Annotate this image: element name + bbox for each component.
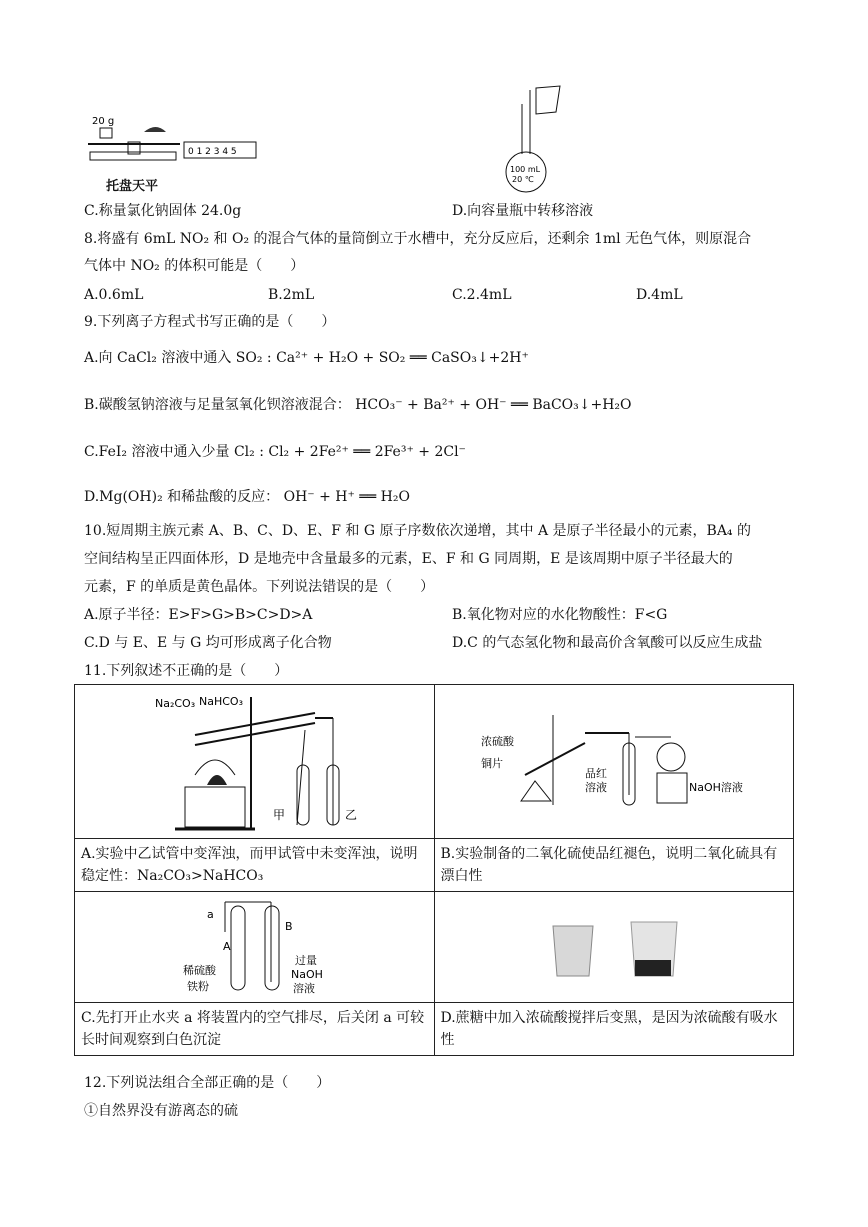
q11-caption-b-cell	[434, 839, 794, 892]
q7-option-d: D.向容量瓶中转移溶液	[452, 203, 594, 219]
fig-b-label-pinhong-2: 溶液	[584, 781, 607, 794]
q11-fig-d-cell	[434, 892, 794, 1003]
q11-fig-a	[75, 685, 433, 838]
q9-option-d: D.Mg(OH)₂ 和稀盐酸的反应： OH⁻ + H⁺ ══ H₂O	[84, 489, 410, 505]
fig-a-label-na2co3: Na₂CO₃	[155, 697, 196, 710]
q11-fig-c	[75, 892, 433, 1002]
q12-item-1: ①自然界没有游离态的硫	[84, 1103, 238, 1119]
q11-fig-a-cell	[75, 685, 435, 839]
q9-option-c: C.FeI₂ 溶液中通入少量 Cl₂ : Cl₂ + 2Fe²⁺ ══ 2Fe³⁺ + 2Cl⁻	[84, 444, 466, 460]
fig-a-label-yi: 乙	[345, 808, 358, 822]
q11-fig-c-cell	[75, 892, 435, 1003]
balance-label: 托盘天平	[106, 179, 159, 194]
q10-stem-2: 空间结构呈正四面体形，D 是地壳中含量最多的元素，E、F 和 G 同周期，E 是该周期中原子半径最大的	[84, 551, 733, 567]
fig-c-label-excess: 过量	[295, 954, 317, 967]
q11-caption-a: A.实验中乙试管中变浑浊，而甲试管中未变浑浊，说明稳定性：Na₂CO₃>NaHCO₃	[81, 846, 418, 884]
q10-stem-3: 元素，F 的单质是黄色晶体。下列说法错误的是（ ）	[84, 579, 435, 595]
q7-option-c: C.称量氯化钠固体 24.0g	[84, 203, 242, 219]
fig-a-label-nahco3: NaHCO₃	[199, 695, 243, 708]
flask-volume: 100 mL	[510, 165, 541, 174]
fig-c-label-naoh: NaOH	[291, 968, 323, 981]
q9-option-a: A.向 CaCl₂ 溶液中通入 SO₂ : Ca²⁺ + H₂O + SO₂ ══ CaSO₃↓+2H⁺	[84, 350, 529, 366]
fig-b-label-naoh: NaOH溶液	[688, 781, 743, 794]
fig-b-label-pinhong-1: 品红	[584, 767, 607, 780]
q8-option-d: D.4mL	[636, 287, 683, 303]
q11-fig-d	[435, 892, 793, 1002]
q8-option-b: B.2mL	[268, 287, 315, 303]
q10-option-a: A.原子半径：E>F>G>B>C>D>A	[84, 607, 313, 623]
q11-caption-c-cell	[75, 1003, 435, 1056]
balance-figure	[84, 112, 264, 202]
q11-caption-b: B.实验制备的二氧化硫使品红褪色，说明二氧化硫具有漂白性	[440, 846, 778, 884]
balance-scale: 0 1 2 3 4 5	[188, 147, 237, 157]
q11-caption-d-cell	[434, 1003, 794, 1056]
q11-table	[74, 684, 794, 1056]
q11-stem: 11.下列叙述不正确的是（ ）	[84, 663, 289, 679]
q10-option-d: D.C 的气态氢化物和最高价含氧酸可以反应生成盐	[452, 635, 763, 651]
q8-option-a: A.0.6mL	[84, 287, 144, 303]
flask-drawing	[500, 84, 570, 196]
fig-b-label-cu: 铜片	[480, 757, 503, 770]
q8-stem-2: 气体中 NO₂ 的体积可能是（ ）	[84, 258, 305, 274]
q10-option-c: C.D 与 E、E 与 G 均可形成离子化合物	[84, 635, 332, 651]
q11-caption-d: D.蔗糖中加入浓硫酸搅拌后变黑，是因为浓硫酸有吸水性	[440, 1010, 778, 1048]
q10-option-b: B.氧化物对应的水化物酸性：F<G	[452, 607, 668, 623]
balance-weight: 20 g	[92, 116, 115, 127]
q8-stem-1: 8.将盛有 6mL NO₂ 和 O₂ 的混合气体的量筒倒立于水槽中，充分反应后，还剩余 1ml 无色气体，则原混合	[84, 231, 752, 247]
flask-figure	[500, 84, 570, 196]
fig-c-label-fe: 铁粉	[187, 980, 209, 993]
fig-c-label-acid: 稀硫酸	[183, 964, 216, 977]
flask-temp: 20 ℃	[512, 175, 534, 184]
q12-stem: 12.下列说法组合全部正确的是（ ）	[84, 1075, 331, 1091]
fig-b-label-acid: 浓硫酸	[480, 735, 514, 748]
fig-c-label-a: a	[207, 908, 214, 921]
q9-stem: 9.下列离子方程式书写正确的是（ ）	[84, 314, 336, 330]
q11-caption-a-cell	[75, 839, 435, 892]
fig-c-label-B: B	[285, 920, 293, 933]
q10-stem-1: 10.短周期主族元素 A、B、C、D、E、F 和 G 原子序数依次递增，其中 A 是原子半径最小的元素，BA₄ 的	[84, 523, 751, 539]
q8-option-c: C.2.4mL	[452, 287, 512, 303]
fig-c-label-sol: 溶液	[293, 982, 315, 995]
q11-caption-c: C.先打开止水夹 a 将装置内的空气排尽，后关闭 a 可较长时间观察到白色沉淀	[81, 1010, 425, 1048]
fig-a-label-jia: 甲	[273, 808, 286, 822]
q9-option-b: B.碳酸氢钠溶液与足量氢氧化钡溶液混合： HCO₃⁻ + Ba²⁺ + OH⁻ ══ BaCO₃↓+H₂O	[84, 397, 632, 413]
fig-c-label-A: A	[223, 940, 231, 953]
q11-fig-b	[435, 685, 793, 838]
q11-fig-b-cell	[434, 685, 794, 839]
